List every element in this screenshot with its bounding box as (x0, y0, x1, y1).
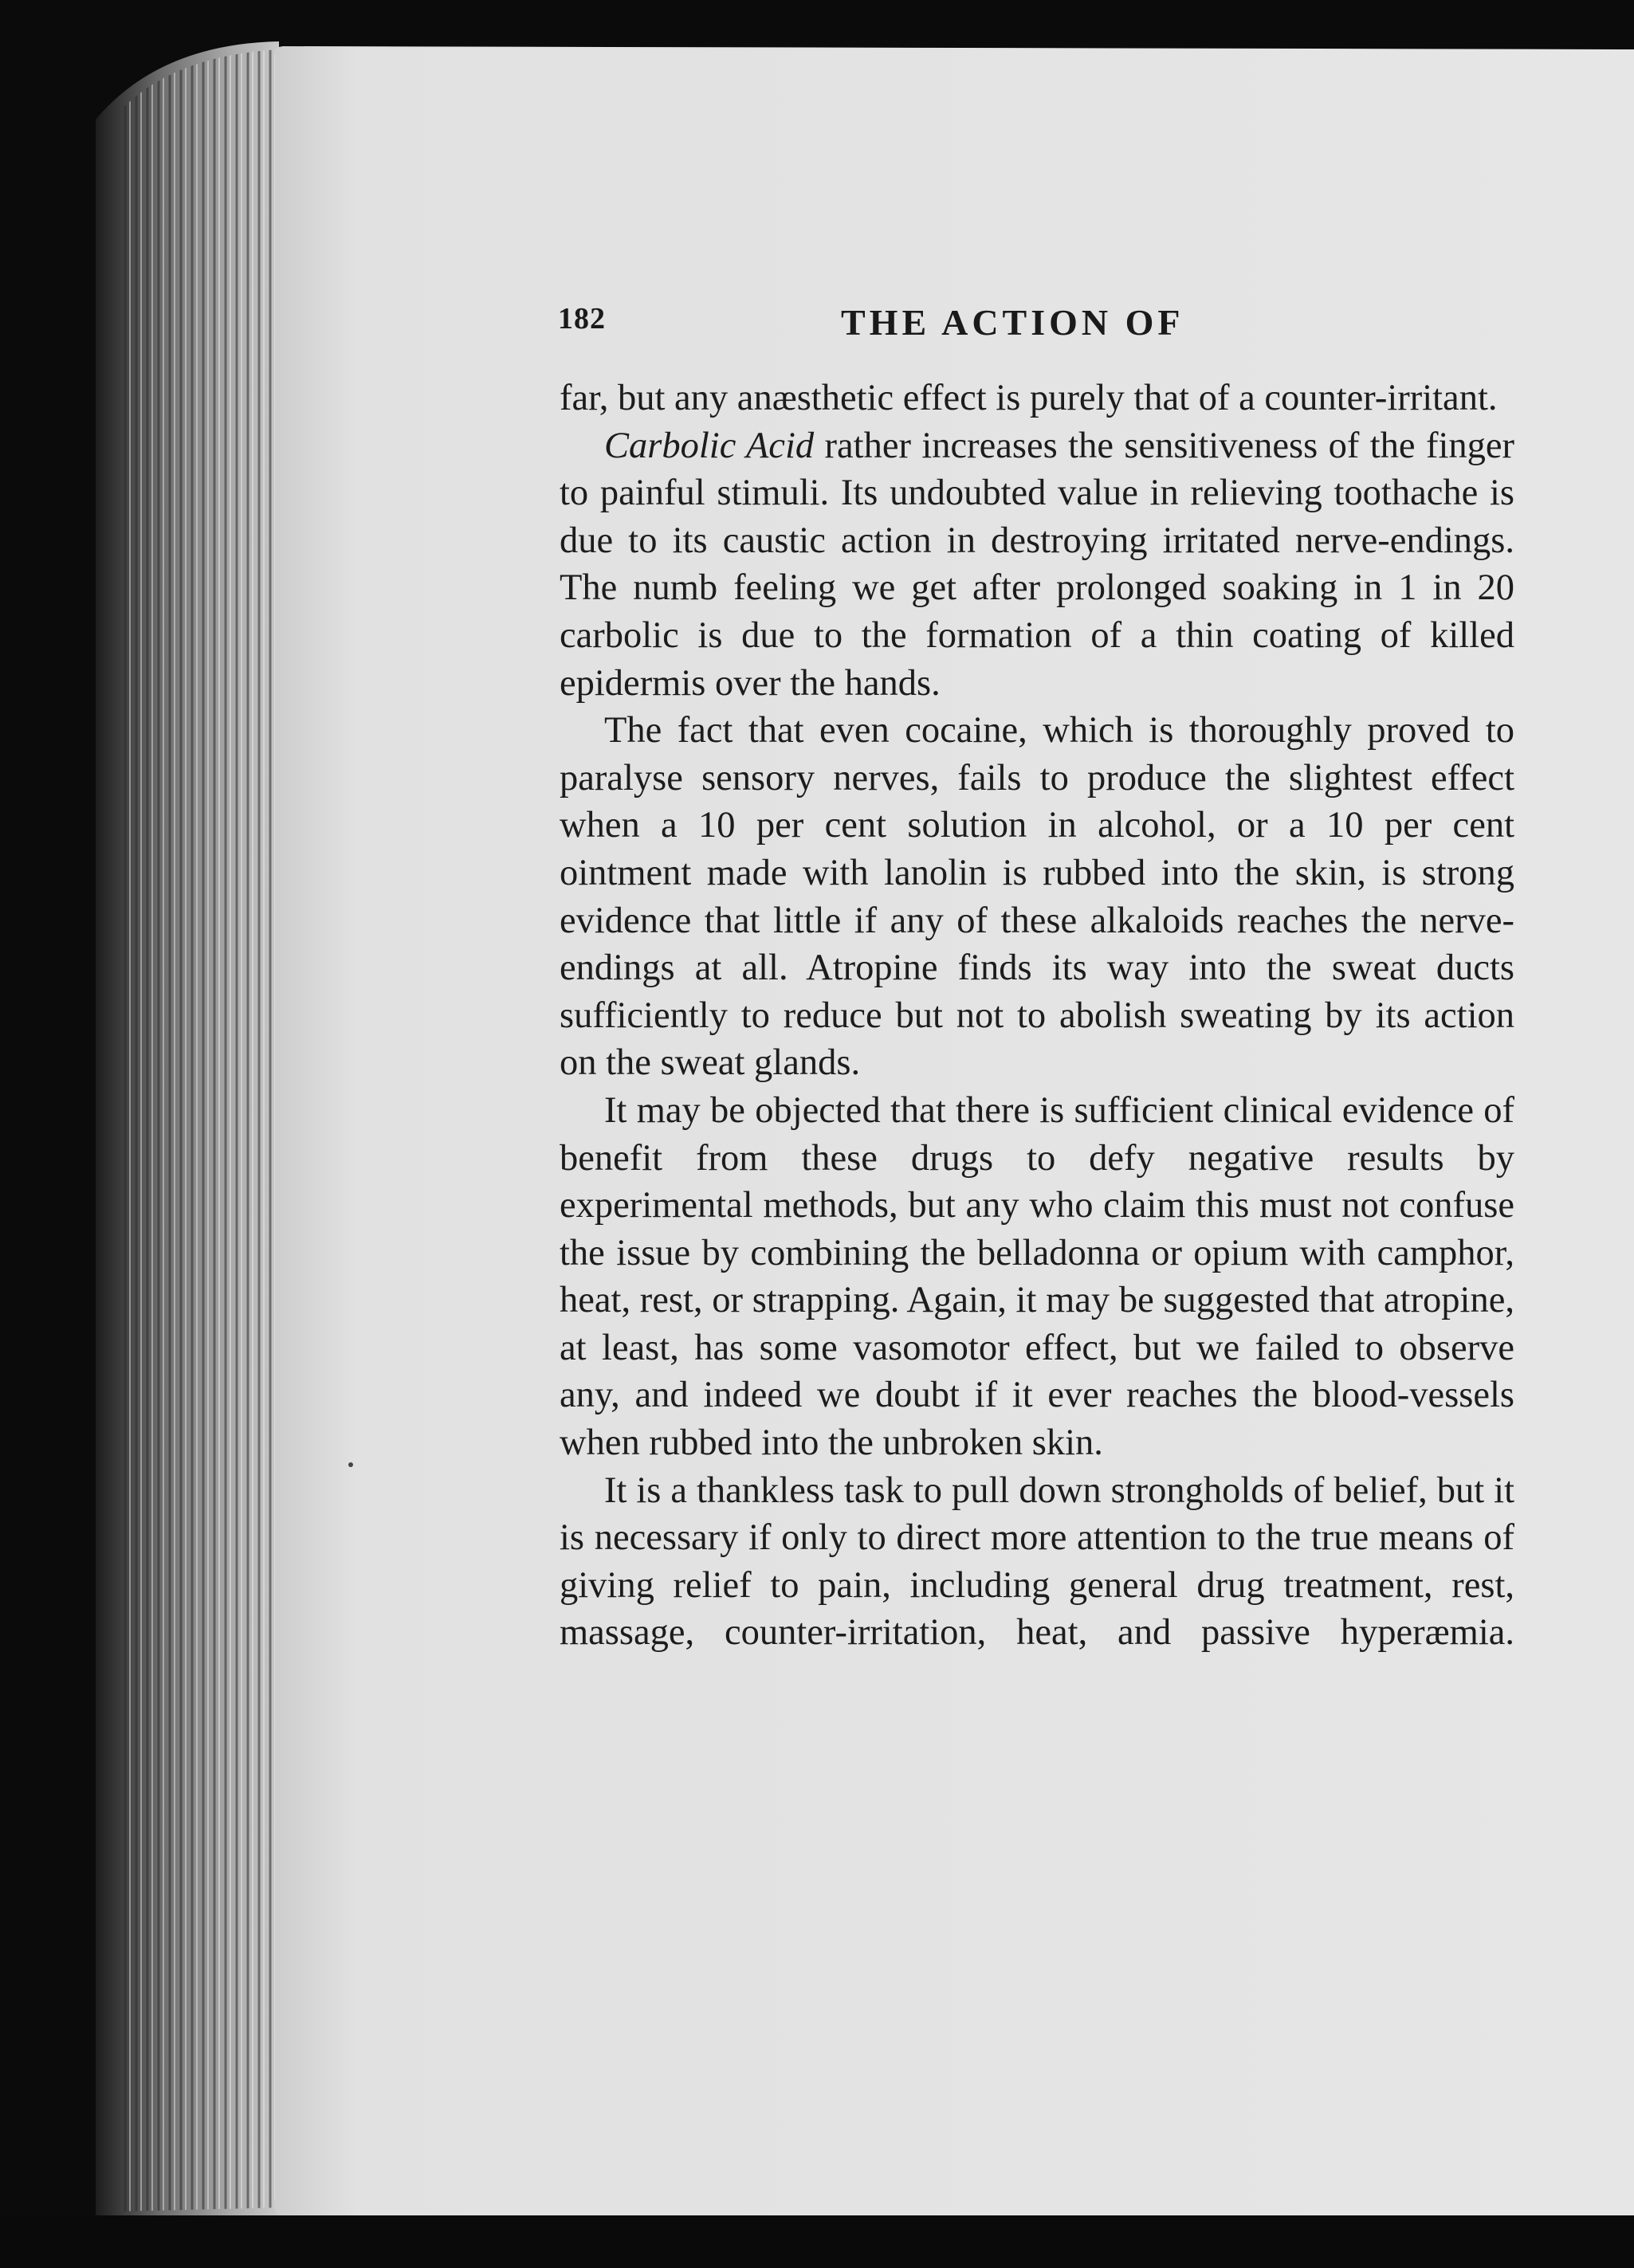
paragraph-text: The fact that even cocaine, which is thoroughly proved to paralyse sensory nerves, fails to produce the slightest effect when a 10 per cent solution in alcohol, or a 10 per cent ointment made with lanolin is rubbed into the skin, is strong evidence that little if any of these alkaloids reaches the nerve-endings at all. Atropine finds its way into the sweat ducts sufficiently to reduce but not to abolish sweating by its action on the sweat glands. (560, 710, 1514, 1084)
paragraph (560, 1467, 1514, 1657)
paragraph (560, 1087, 1514, 1467)
running-title: THE ACTION OF (841, 302, 1184, 343)
paragraph-text: far, but any anæsthetic effect is purely that of a counter-irritant. (560, 378, 1498, 418)
paragraph (560, 707, 1514, 1087)
page-number: 182 (558, 302, 606, 335)
paragraph (560, 375, 1514, 422)
italic-term: Carbolic Acid (604, 425, 815, 466)
paragraph-text: It may be objected that there is sufficient clinical evidence of benefit from these drugs to defy negative results by experimental methods, but any who claim this must not confuse the issue by combining the belladonna or opium with camphor, heat, rest, or strapping. Again, it may be suggested that atropine, at least, has some vasomotor effect, but we failed to observe any, and indeed we doubt if it ever reaches the blood-vessels when rubbed into the unbroken skin. (560, 1089, 1514, 1464)
paragraph-text: rather increases the sensitiveness of the finger to painful stimuli. Its undoubted value in relieving toothache is due to its caustic action in destroying irritated nerve-endings. The numb feeling we get after prolonged soaking in 1 in 20 carbolic is due to the formation of a thin coating of killed epidermis over the hands. (560, 425, 1514, 704)
paragraph-text: It is a thankless task to pull down strongholds of belief, but it is necessary if only to direct more attention to the true means of giving relief to pain, including general drug treatment, rest, massage, counter-irritation, heat, and passive hyperæmia. (560, 1469, 1514, 1654)
body-text (560, 375, 1514, 1657)
paragraph (560, 422, 1514, 708)
page-header (558, 301, 1514, 357)
